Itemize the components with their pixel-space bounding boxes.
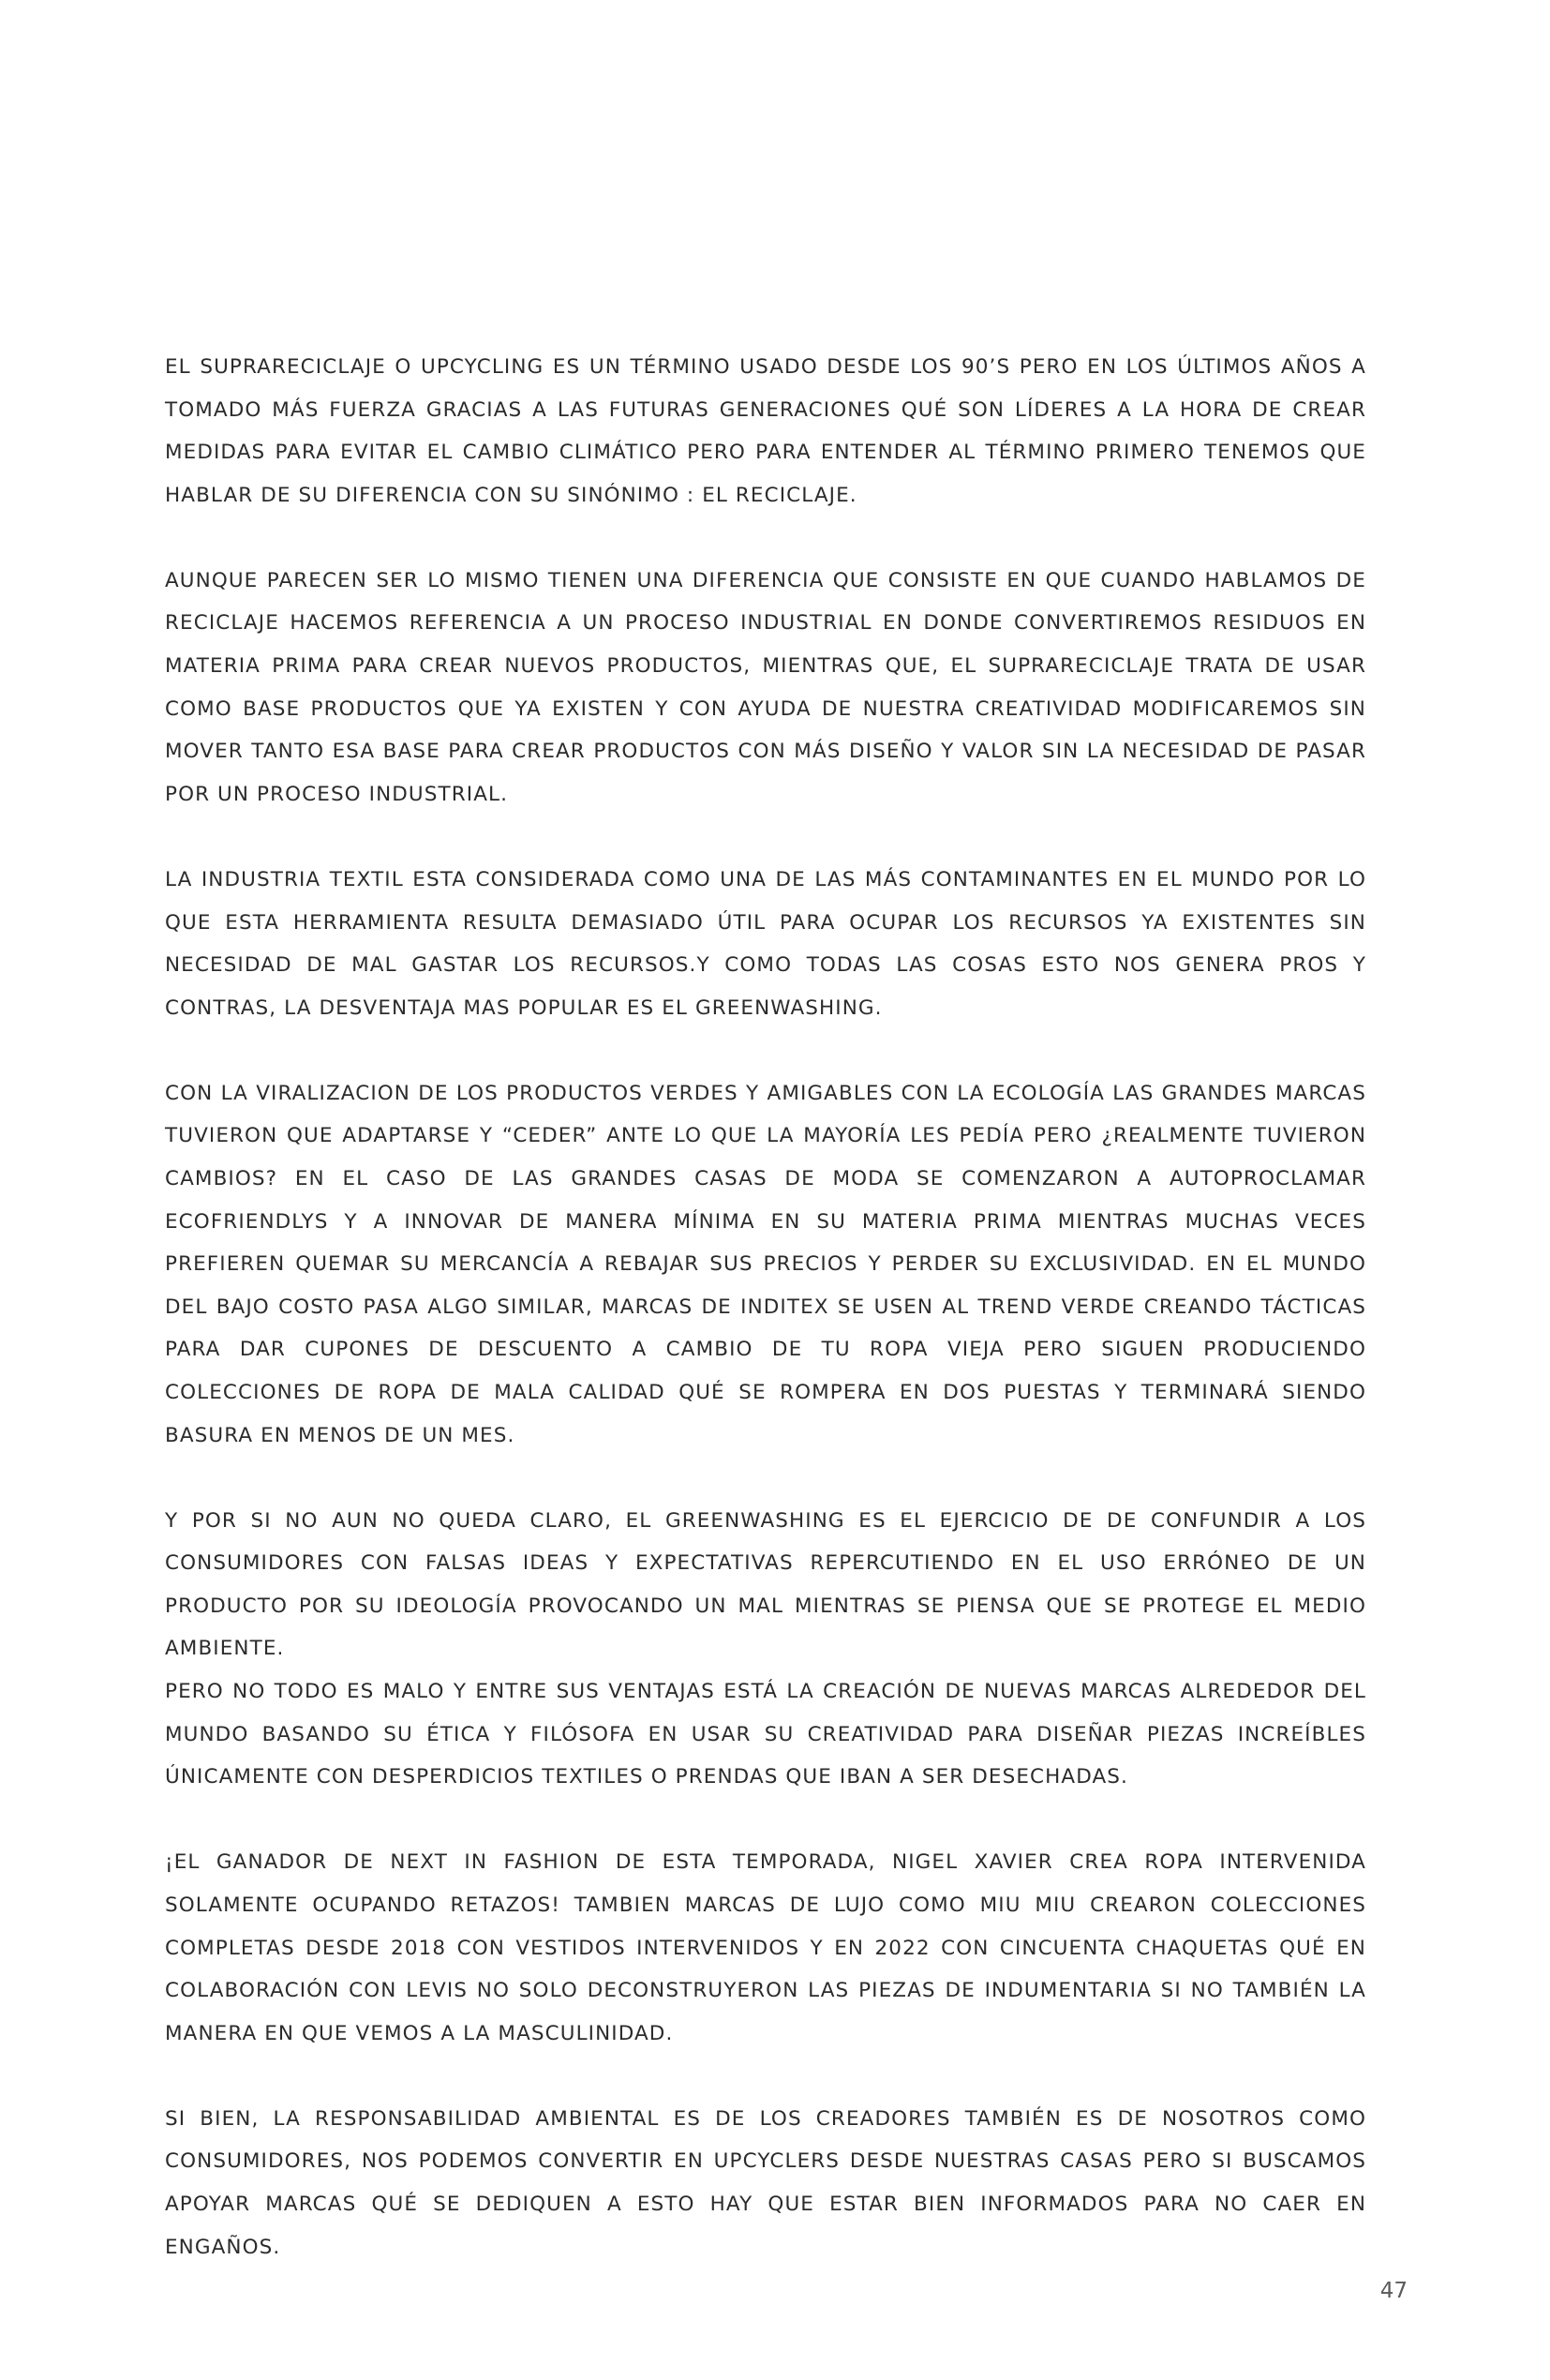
paragraph-examples: ¡EL GANADOR DE NEXT IN FASHION DE ESTA TEMPORADA, NIGEL XAVIER CREA ROPA INTERVENIDA SOLAMENTE OCUPANDO RETAZOS! TAMBIEN MARCAS DE LUJO COMO MIU MIU CREARON COLECCIONES COMPLETAS DESDE 2018 CON VESTIDOS INTERVENIDOS Y EN 2022 CON CINCUENTA CHAQUETAS QUÉ EN COLABORACIÓN CON LEVIS NO SOLO DECONSTRUYERON LAS PIEZAS DE INDUMENTARIA SI NO TAMBIÉN LA MANERA EN QUE VEMOS A LA MASCULINIDAD. [165,1850,1366,2045]
article-body [165,346,1366,2312]
paragraph-textile-industry: LA INDUSTRIA TEXTIL ESTA CONSIDERADA COMO UNA DE LAS MÁS CONTAMINANTES EN EL MUNDO POR LO QUE ESTA HERRAMIENTA RESULTA DEMASIADO ÚTIL PARA OCUPAR LOS RECURSOS YA EXISTENTES SIN NECESIDAD DE MAL GASTAR LOS RECURSOS.Y COMO TODAS LAS COSAS ESTO NOS GENERA PROS Y CONTRAS, LA DESVENTAJA MAS POPULAR ES EL GREENWASHING. [165,867,1366,1020]
paragraph-responsibility: SI BIEN, LA RESPONSABILIDAD AMBIENTAL ES DE LOS CREADORES TAMBIÉN ES DE NOSOTROS COMO CONSUMIDORES, NOS PODEMOS CONVERTIR EN UPCYCLERS DESDE NUESTRAS CASAS PERO SI BUSCAMOS APOYAR MARCAS QUÉ SE DEDIQUEN A ESTO HAY QUE ESTAR BIEN INFORMADOS PARA NO CAER EN ENGAÑOS. [165,2106,1366,2259]
paragraph-recycling-difference: AUNQUE PARECEN SER LO MISMO TIENEN UNA DIFERENCIA QUE CONSISTE EN QUE CUANDO HABLAMOS DE RECICLAJE HACEMOS REFERENCIA A UN PROCESO INDUSTRIAL EN DONDE CONVERTIREMOS RESIDUOS EN MATERIA PRIMA PARA CREAR NUEVOS PRODUCTOS, MIENTRAS QUE, EL SUPRARECICLAJE TRATA DE USAR COMO BASE PRODUCTOS QUE YA EXISTEN Y CON AYUDA DE NUESTRA CREATIVIDAD MODIFICAREMOS SIN MOVER TANTO ESA BASE PARA CREAR PRODUCTOS CON MÁS DISEÑO Y VALOR SIN LA NECESIDAD DE PASAR POR UN PROCESO INDUSTRIAL. [165,568,1366,806]
page-number: 47 [1379,2279,1408,2303]
paragraph-upcycling-definition: EL SUPRARECICLAJE O UPCYCLING ES UN TÉRMINO USADO DESDE LOS 90’S PERO EN LOS ÚLTIMOS AÑOS A TOMADO MÁS FUERZA GRACIAS A LAS FUTURAS GENERACIONES QUÉ SON LÍDERES A LA HORA DE CREAR MEDIDAS PARA EVITAR EL CAMBIO CLIMÁTICO PERO PARA ENTENDER AL TÉRMINO PRIMERO TENEMOS QUE HABLAR DE SU DIFERENCIA CON SU SINÓNIMO : EL RECICLAJE. [165,355,1366,507]
paragraph-advantages: PERO NO TODO ES MALO Y ENTRE SUS VENTAJAS ESTÁ LA CREACIÓN DE NUEVAS MARCAS ALREDEDOR DEL MUNDO BASANDO SU ÉTICA Y FILÓSOFA EN USAR SU CREATIVIDAD PARA DISEÑAR PIEZAS INCREÍBLES ÚNICAMENTE CON DESPERDICIOS TEXTILES O PRENDAS QUE IBAN A SER DESECHADAS. [165,1680,1366,1789]
paragraph-viralization: CON LA VIRALIZACION DE LOS PRODUCTOS VERDES Y AMIGABLES CON LA ECOLOGÍA LAS GRANDES MARCAS TUVIERON QUE ADAPTARSE Y “CEDER” ANTE LO QUE LA MAYORÍA LES PEDÍA PERO ¿REALMENTE TUVIERON CAMBIOS? EN EL CASO DE LAS GRANDES CASAS DE MODA SE COMENZARON A AUTOPROCLAMAR ECOFRIENDLYS Y A INNOVAR DE MANERA MÍNIMA EN SU MATERIA PRIMA MIENTRAS MUCHAS VECES PREFIEREN QUEMAR SU MERCANCÍA A REBAJAR SUS PRECIOS Y PERDER SU EXCLUSIVIDAD. EN EL MUNDO DEL BAJO COSTO PASA ALGO SIMILAR, MARCAS DE INDITEX SE USEN AL TREND VERDE CREANDO TÁCTICAS PARA DAR CUPONES DE DESCUENTO A CAMBIO DE TU ROPA VIEJA PERO SIGUEN PRODUCIENDO COLECCIONES DE ROPA DE MALA CALIDAD QUÉ SE ROMPERA EN DOS PUESTAS Y TERMINARÁ SIENDO BASURA EN MENOS DE UN MES. [165,1081,1366,1447]
paragraph-greenwashing-definition: Y POR SI NO AUN NO QUEDA CLARO, EL GREENWASHING ES EL EJERCICIO DE DE CONFUNDIR A LOS CONSUMIDORES CON FALSAS IDEAS Y EXPECTATIVAS REPERCUTIENDO EN EL USO ERRÓNEO DE UN PRODUCTO POR SU IDEOLOGÍA PROVOCANDO UN MAL MIENTRAS SE PIENSA QUE SE PROTEGE EL MEDIO AMBIENTE. [165,1508,1366,1661]
